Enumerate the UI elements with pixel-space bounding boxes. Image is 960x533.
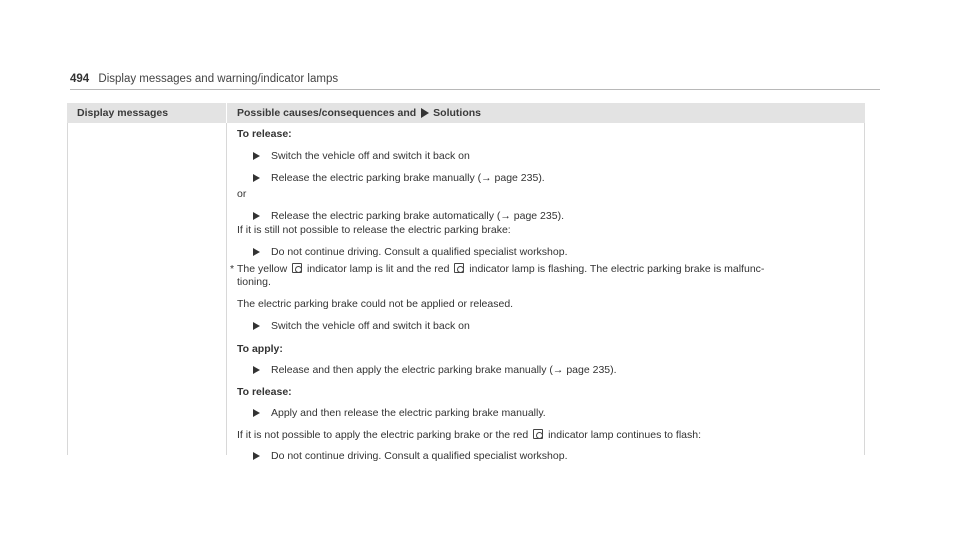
footnote-star: * xyxy=(230,263,235,275)
triangle-arrow-icon xyxy=(421,108,429,118)
parking-brake-indicator-icon xyxy=(454,263,464,273)
heading-to-release: To release: xyxy=(237,128,292,140)
list-item: Do not continue driving. Consult a qualified specialist workshop. xyxy=(253,246,568,259)
list-item: Switch the vehicle off and switch it back on xyxy=(253,320,470,333)
column-header-solutions-text: Solutions xyxy=(433,107,482,119)
column-header-display-messages: Display messages xyxy=(67,103,227,123)
display-message-cell xyxy=(67,123,227,455)
table-header xyxy=(67,103,865,123)
triangle-arrow-icon xyxy=(253,409,260,417)
list-item: Release the electric parking brake manually (→ page 235). xyxy=(253,172,545,185)
triangle-arrow-icon xyxy=(253,366,260,374)
text-or: or xyxy=(237,188,247,200)
text-not-possible-apply: If it is not possible to apply the electric parking brake or the red indicator lamp continues to flash: xyxy=(237,429,702,441)
text-yellow-lamp: The yellow indicator lamp is lit and the red indicator lamp is flashing. The electric parking brake is malfunc- xyxy=(237,263,765,275)
page-header xyxy=(70,73,880,90)
triangle-arrow-icon xyxy=(253,174,260,182)
list-item: Apply and then release the electric parking brake manually. xyxy=(253,407,546,420)
heading-to-apply: To apply: xyxy=(237,343,283,355)
triangle-arrow-icon xyxy=(253,248,260,256)
triangle-arrow-icon xyxy=(253,322,260,330)
triangle-arrow-icon xyxy=(253,212,260,220)
list-item: Release the electric parking brake automatically (→ page 235). xyxy=(253,210,564,223)
list-item: Do not continue driving. Consult a qualified specialist workshop. xyxy=(253,450,568,463)
text-still-not-possible: If it is still not possible to release the electric parking brake: xyxy=(237,224,511,236)
parking-brake-indicator-icon xyxy=(533,429,543,439)
page-title: Display messages and warning/indicator lamps xyxy=(98,73,339,85)
list-item: Release and then apply the electric parking brake manually (→ page 235). xyxy=(253,364,617,377)
column-header-causes xyxy=(227,103,865,123)
messages-table xyxy=(67,103,865,462)
triangle-arrow-icon xyxy=(253,152,260,160)
column-header-causes-text: Possible causes/consequences and xyxy=(237,107,417,119)
page-number: 494 xyxy=(70,73,90,85)
list-item: Switch the vehicle off and switch it back on xyxy=(253,150,470,163)
heading-to-release: To release: xyxy=(237,386,292,398)
causes-solutions-cell xyxy=(227,123,865,462)
text-could-not-apply: The electric parking brake could not be applied or released. xyxy=(237,298,514,310)
parking-brake-indicator-icon xyxy=(292,263,302,273)
text-malfunctioning: tioning. xyxy=(237,276,271,288)
triangle-arrow-icon xyxy=(253,452,260,460)
table-body xyxy=(67,123,865,462)
